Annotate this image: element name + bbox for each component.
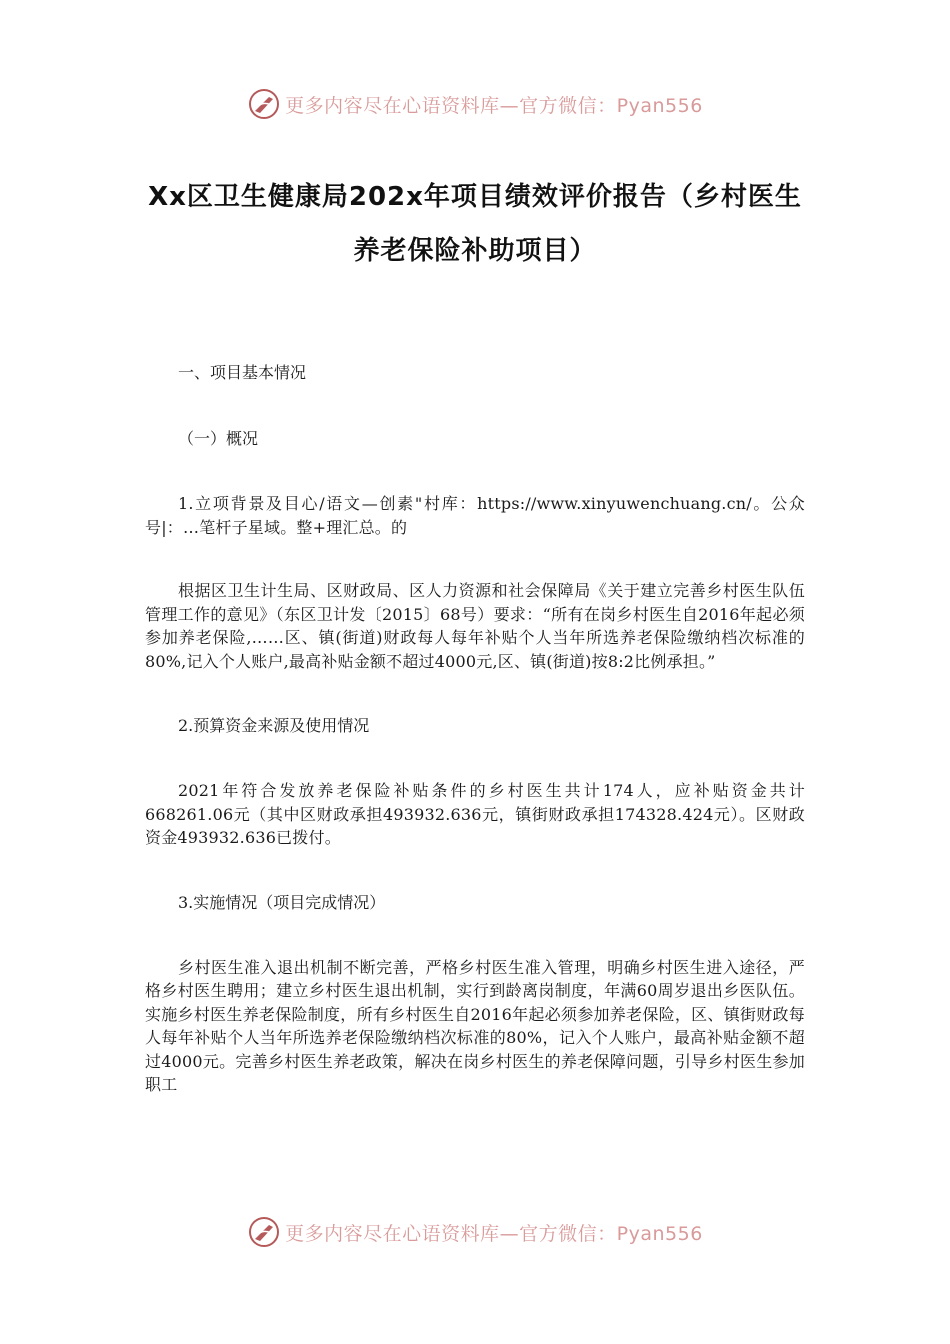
paragraph-policy-basis: 根据区卫生计生局、区财政局、区人力资源和社会保障局《关于建立完善乡村医生队伍管理工作的意见》（东区卫计发〔2015〕68号）要求：“所有在岗乡村医生自2016年起必须参加养老保险,……区、镇(街道)财政每人每年补贴个人当年所选养老保险缴纳档次标准的80%,记入个人账户,最高补贴金额不超过4000元,区、镇(街道)按8:2比例承担。” (145, 581, 805, 671)
watermark-text: 更多内容尽在心语资料库—官方微信：Pyan556 (285, 94, 703, 117)
item-implementation: 3.实施情况（项目完成情况） (178, 892, 386, 912)
pen-logo-icon (247, 87, 281, 121)
paragraph-implementation-details: 乡村医生准入退出机制不断完善，严格乡村医生准入管理，明确乡村医生进入途径，严格乡村医生聘用；建立乡村医生退出机制，实行到龄离岗制度，年满60周岁退出乡医队伍。实施乡村医生养老保险制度，所有乡村医生自2016年起必须参加养老保险，区、镇街财政每人每年补贴个人当年所选养老保险缴纳档次标准的80%，记入个人账户，最高补贴金额不超过4000元。完善乡村医生养老政策，解决在岗乡村医生的养老保障问题，引导乡村医生参加职工 (145, 957, 805, 1094)
watermark-text: 更多内容尽在心语资料库—官方微信：Pyan556 (285, 1222, 703, 1245)
item-project-background: 1.立项背景及目心/语文—创素"村库：https://www.xinyuwenchuang.cn/。公众号|：…笔杆子星域。整+理汇总。的 (145, 494, 805, 537)
footer-watermark-banner (0, 1212, 950, 1252)
document-title: Xx区卫生健康局202x年项目绩效评价报告（乡村医生养老保险补助项目） (148, 182, 802, 266)
pen-logo-icon (247, 1215, 281, 1249)
item-budget-source: 2.预算资金来源及使用情况 (178, 716, 370, 735)
document-body (145, 360, 805, 1097)
header-watermark-banner (0, 84, 950, 124)
subsection-heading-overview: （一）概况 (178, 429, 259, 448)
paragraph-budget-details: 2021年符合发放养老保险补贴条件的乡村医生共计174人，应补贴资金共计668261.06元（其中区财政承担493932.636元，镇街财政承担174328.424元）。区财政资金493932.636已拨付。 (145, 781, 805, 847)
section-heading-basic-info: 一、项目基本情况 (178, 363, 307, 382)
